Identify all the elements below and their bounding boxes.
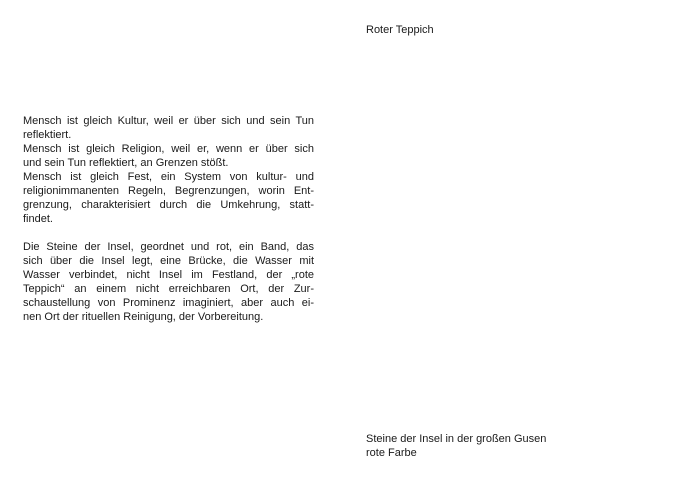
paragraph-1	[23, 114, 314, 226]
text-line: Die Steine der Insel, geordnet und rot, ein Band, das	[23, 241, 314, 253]
text-line: schaustellung von Prominenz imaginiert, aber auch ei-	[23, 297, 314, 309]
paragraph-gap	[23, 226, 314, 240]
text-line: reflektiert.	[23, 129, 72, 141]
text-line: und sein Tun reflektiert, an Grenzen stößt.	[23, 157, 229, 169]
text-line: Wasser verbindet, nicht Insel im Festland, der „rote	[23, 269, 314, 281]
caption-line: Steine der Insel in der großen Gusen	[366, 433, 547, 445]
body-text	[23, 114, 314, 324]
text-line: nen Ort der rituellen Reinigung, der Vorbereitung.	[23, 311, 264, 323]
text-line: grenzung, charakterisiert durch die Umkehrung, statt-	[23, 199, 314, 211]
text-line: Teppich“ an einem nicht erreichbaren Ort, der Zur-	[23, 283, 314, 295]
text-line: Mensch ist gleich Fest, ein System von kultur- und	[23, 171, 314, 183]
text-line: findet.	[23, 213, 53, 225]
image-caption	[366, 432, 546, 460]
text-line: Mensch ist gleich Kultur, weil er über sich und sein Tun	[23, 115, 314, 127]
text-line: Mensch ist gleich Religion, weil er, wenn er über sich	[23, 143, 314, 155]
paragraph-2	[23, 240, 314, 324]
caption-line: rote Farbe	[366, 447, 417, 459]
text-line: religionimmanenten Regeln, Begrenzungen, worin Ent-	[23, 185, 314, 197]
page-title: Roter Teppich	[366, 24, 434, 36]
text-line: sich über die Insel legt, eine Brücke, die Wasser mit	[23, 255, 314, 267]
